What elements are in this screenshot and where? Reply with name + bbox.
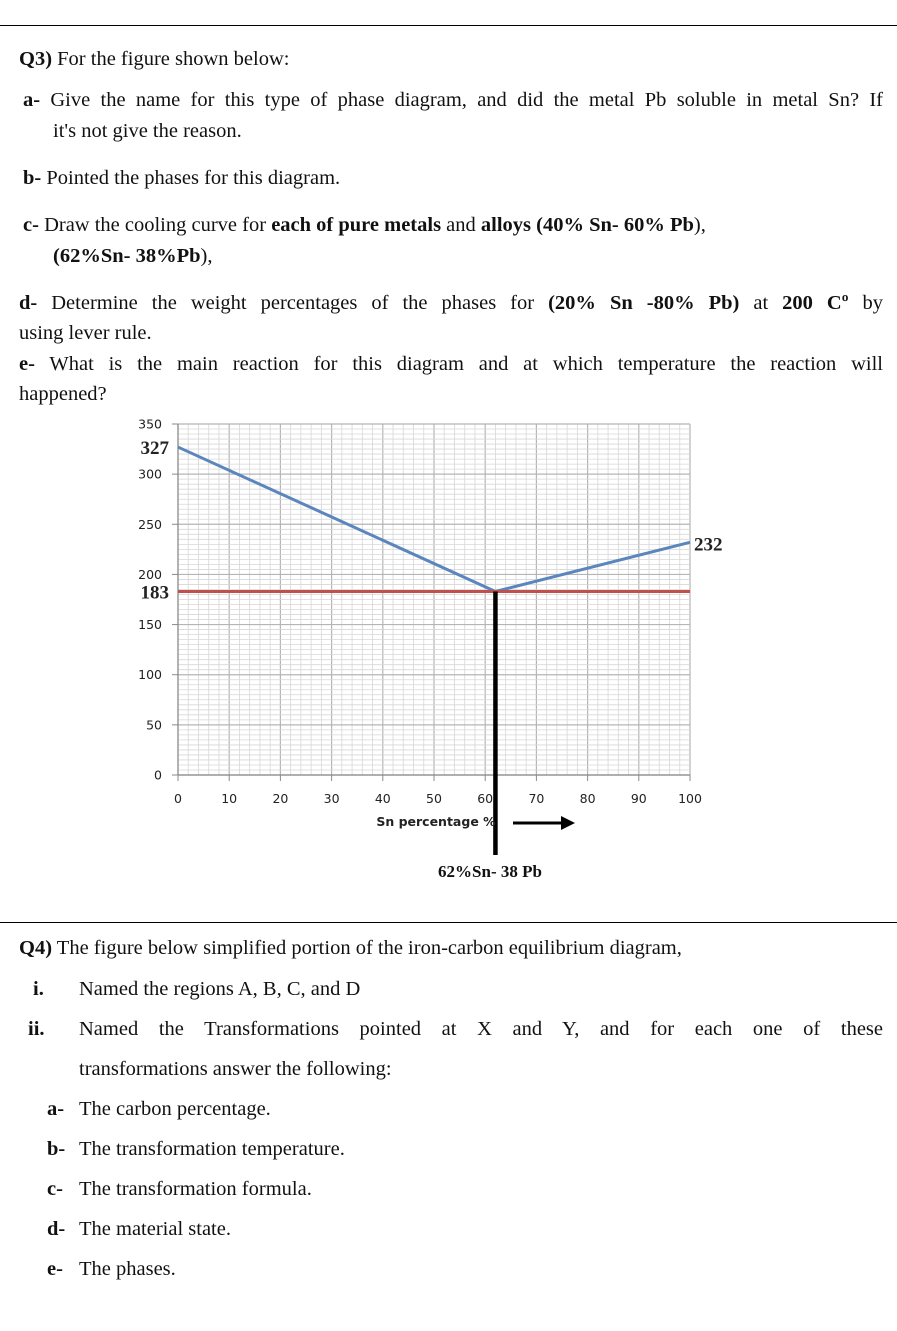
x-tick-label: 90 (630, 791, 647, 806)
q3-heading (19, 47, 289, 71)
q4-item-text: The phases. (79, 1258, 176, 1280)
x-tick-label: 40 (374, 791, 391, 806)
q4-intro: The figure below simplified portion of the iron-carbon equilibrium diagram, (56, 937, 682, 959)
q4-item: d- (47, 1218, 66, 1240)
q4-ii-line1: Named the Transformations pointed at X and Y, and for each one of these (79, 1018, 883, 1040)
q4-label: Q4) (19, 937, 53, 959)
q4-item: b- (47, 1138, 66, 1160)
x-tick-label: 10 (221, 791, 238, 806)
q4-item: c- (47, 1178, 63, 1200)
x-tick-label: 20 (272, 791, 289, 806)
q4-item-text: The transformation formula. (79, 1178, 312, 1200)
q3-c-line1: c- Draw the cooling curve for each of pure metals and alloys (40% Sn- 60% Pb), (23, 214, 706, 236)
chart-ticks (138, 417, 702, 807)
x-tick-label: 30 (323, 791, 340, 806)
q3-a-line2: it's not give the reason. (53, 120, 242, 142)
y-tick-label: 100 (138, 667, 162, 683)
section-rule (0, 922, 897, 923)
x-tick-label: 70 (528, 791, 545, 806)
q3-e-line1: e- What is the main reaction for this diagram and at which temperature the reaction will (19, 353, 883, 375)
q4-item: e- (47, 1258, 63, 1280)
q4-i-text: Named the regions A, B, C, and D (79, 978, 361, 1000)
x-tick-label: 80 (579, 791, 596, 806)
x-tick-label: 60 (477, 791, 494, 806)
q3-d-line2: using lever rule. (19, 322, 152, 344)
q4-item-text: The carbon percentage. (79, 1098, 271, 1120)
q3-e-line2: happened? (19, 383, 107, 405)
y-tick-label: 50 (146, 717, 162, 733)
q3-d-line1: d- Determine the weight percentages of the phases for (20% Sn -80% Pb) at 200 Cº by (19, 292, 884, 314)
top-rule (0, 25, 897, 26)
y-tick-label: 300 (138, 466, 162, 482)
arrow-right-icon (513, 816, 575, 830)
composition-caption: 62%Sn- 38 Pb (438, 862, 542, 881)
q3-b: b- Pointed the phases for this diagram. (23, 167, 341, 189)
q4-item-text: The transformation temperature. (79, 1138, 345, 1160)
q3-c-line2: (62%Sn- 38%Pb), (53, 245, 213, 267)
y-highlight-label: 327 (140, 438, 169, 460)
value-232-label: 232 (694, 534, 723, 556)
y-tick-label: 200 (138, 566, 162, 582)
q4-item-text: The material state. (79, 1218, 231, 1240)
q4-item: a- (47, 1098, 65, 1120)
q3-a-line1: a- Give the name for this type of phase diagram, and did the metal Pb soluble in metal Sn? If (23, 89, 883, 111)
q3-intro: For the figure shown below: (57, 48, 290, 70)
x-axis-label: Sn percentage % (376, 814, 496, 829)
phase-diagram-chart (110, 410, 750, 890)
x-tick-label: 50 (426, 791, 442, 806)
x-tick-label: 0 (174, 791, 182, 806)
x-tick-label: 100 (678, 791, 702, 806)
chart-grid (178, 424, 690, 775)
q4-ii-line2: transformations answer the following: (79, 1058, 392, 1080)
q4-ii-label: ii. (28, 1018, 45, 1040)
q3-label: Q3) (19, 48, 53, 70)
y-tick-label: 150 (138, 617, 162, 633)
y-highlight-label: 183 (140, 582, 169, 604)
y-tick-label: 350 (138, 416, 162, 432)
q4-heading (19, 936, 682, 960)
y-tick-label: 0 (154, 767, 162, 783)
y-tick-label: 250 (138, 516, 162, 532)
q4-i-label: i. (33, 978, 44, 1000)
